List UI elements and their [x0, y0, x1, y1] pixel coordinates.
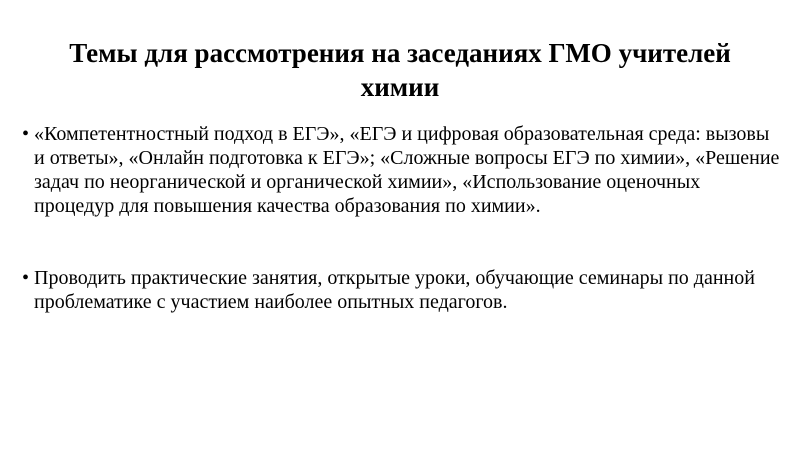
- bullet-marker: •: [22, 267, 30, 289]
- bullet-item-topics: [22, 122, 782, 218]
- bullet-item-activities: [22, 266, 782, 314]
- bullet-text-activities: Проводить практические занятия, открытые уроки, обучающие семинары по данной проблематике с участием наиболее опытных педагогов.: [34, 267, 755, 313]
- slide-title: Темы для рассмотрения на заседаниях ГМО учителей химии: [69, 38, 731, 102]
- bullet-marker: •: [22, 123, 30, 145]
- bullet-list: [22, 122, 782, 314]
- bullet-text-topics: «Компетентностный подход в ЕГЭ», «ЕГЭ и цифровая образовательная среда: вызовы и ответы», «Онлайн подготовка к ЕГЭ»; «Сложные вопросы ЕГЭ по химии», «Решение задач по неорганической и органической химии», «Использование оценочных процедур для повышения качества образования по химии».: [34, 123, 780, 217]
